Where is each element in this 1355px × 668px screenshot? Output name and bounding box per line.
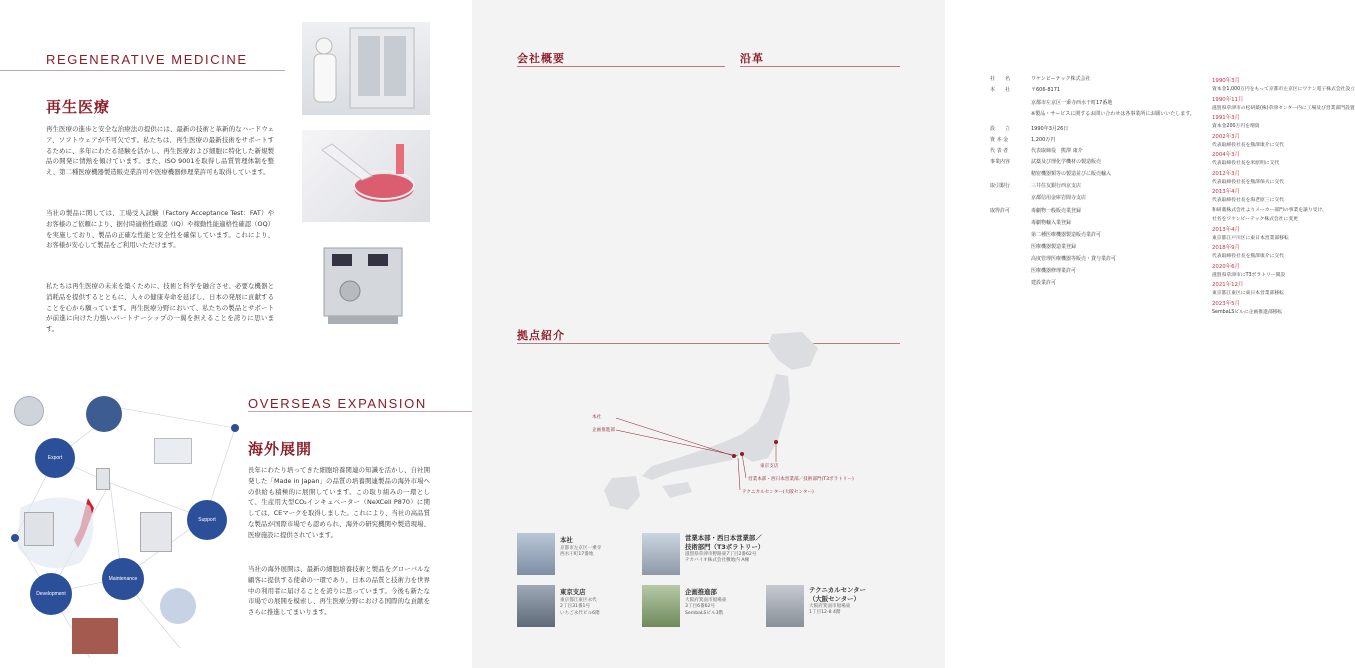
overseas-heading-en: OVERSEAS EXPANSION [248,396,427,411]
history-year: 2012年3月 [1212,170,1240,177]
node-support: Support [187,500,227,540]
company-row [990,100,1190,107]
history-rule [740,66,900,67]
office-addr-technical: 大阪府箕面市船場東 1丁目12-8 4階 [809,604,851,616]
regen-heading-en: REGENERATIVE MEDICINE [46,52,248,67]
company-row [990,256,1190,263]
company-row [990,280,1190,287]
company-rule [517,66,725,67]
office-photo-tokyo [517,585,555,627]
company-row-value: 代表取締役 熊澤 康介 [1031,148,1083,154]
company-row-key: 社 名 [990,76,1011,82]
history-text: 資本金1,000万円をもって京都市左京区にワケン電子株式会社設立 [1212,87,1355,92]
overseas-paragraph-1: 長年にわたり培ってきた細胞培養関連の知識を活かし、自社開発した「Made in Japan」の品質の培養関連製品の海外市場への供給も積極的に展開しています。この取り組みの一環として、生産用大型CO₂インキュベーター（NeXCell P870）に関しては、CEマークを取得しました。これにより、当社の高品質な製品が国際市場でも認められ、海外の研究機関や製造現場、医療施設に提供されています。 [248,466,430,539]
office-name-kikaku: 企画推進部 [685,588,717,596]
product-thumb-1 [14,396,44,426]
company-row [990,183,1190,190]
history-text: 社名をワケンビーテック株式会社に変更 [1212,217,1298,222]
history-year: 2020年6月 [1212,263,1240,270]
history-text: 代表取締役社長を米原明に交代 [1212,161,1280,166]
history-text: 代表取締役社長を熊澤保夫に交代 [1212,179,1284,185]
machine-photo [302,236,430,334]
company-row-value: 三井住友銀行西京支店 [1031,183,1082,189]
map-label-technical: テクニカルセンター(大阪センター) [742,490,814,495]
left-page [0,0,472,668]
history-year: 2013年4月 [1212,189,1240,195]
product-thumb-4 [24,512,54,546]
history-year: 2002年3月 [1212,133,1240,140]
office-addr-eigyo: 滋賀県草津市野路東7丁目2番62号 テカバイオ株式会社敷地内 A棟 [685,552,757,564]
company-row [990,159,1190,166]
company-row-value: ※製品・サービスに関するお問い合わせは各事業所にお願いいたします。 [1031,111,1195,117]
company-row [990,76,1190,83]
company-heading: 会社概要 [517,52,565,65]
company-row [990,244,1190,251]
cleanroom-photo [302,22,430,115]
company-row-key: 代 表 者 [990,148,1009,154]
office-addr-kikaku: 大阪府箕面市船場東 3丁目6番62号 SembaLSビル3階 [685,598,727,616]
regen-rule [0,70,285,71]
company-row-value: ワケンビーテック株式会社 [1031,76,1091,82]
office-photo-honsha [517,533,555,575]
overseas-heading-jp: 海外展開 [248,440,313,458]
company-row [990,220,1190,227]
petri-dish-photo [302,130,430,222]
company-row-value: 医療機器製造業登録 [1031,244,1077,250]
history-year: 1991年3月 [1212,115,1240,121]
history-text: 資本金200万円を増資 [1212,124,1260,129]
regen-paragraph-2: 当社の製品に関しては、工場受入試験（Factory Acceptance Test：FAT）やお客様のご依頼により、据付時適格性確認（IQ）や稼動性能適格性確認（OQ）を実施しており、製品の正確な性能と安全性を確保しています。これにより、お客様が安心して製品をご利用いただけます。 [46,209,274,250]
history-year: 2018年9月 [1212,245,1240,251]
regen-paragraph-3: 私たちは再生医療の未来を築くために、技術と科学を融合させ、必要な機器と消耗品を提供するとともに、人々の健康寿命を延ばし、日本の発展に貢献することを心から願っています。再生医療分野において、私たちの製品とサポートが前進に向けた力強いパートナーシップの一翼を担えることを誇りに思います。 [46,282,274,334]
company-row [990,126,1190,133]
company-row-value: 1,200万円 [1031,137,1056,143]
company-row-value: 第二種医療機器製造販売業許可 [1031,232,1102,238]
map-label-eigyo: 営業本部・西日本営業部／技術部門(T3ボラトリー) [748,477,854,482]
office-addr-tokyo: 東京都江東区永代 2丁目31番1号 いちご永代ビル6階 [560,598,600,616]
right-page [472,0,1355,668]
company-row [990,137,1190,144]
company-row-value: 精密機器類等の製造並びに販売輸入 [1031,171,1112,177]
company-row-key: 取得許可 [990,208,1011,214]
history-year: 2023年5月 [1212,300,1240,307]
company-row-value: 毒劇物輸入業登録 [1031,220,1072,226]
history-heading: 沿革 [740,52,764,65]
company-row [990,232,1190,239]
map-label-kikaku: 企画推進部 [592,428,615,433]
overseas-rule [248,411,472,412]
node-export: Export [35,438,75,478]
regen-paragraph-1: 再生医療の進歩と安全な治療法の提供には、最新の技術と革新的なハードウェア、ソフトウェアが不可欠です。私たちは、再生医療の最新技術をサポートするために、多年にわたる経験を活かし、再生医療および細胞に特化した新規製品の開発に情熱を傾けています。また、ISO 9001を取得し品質管理体制を整え、第二種医療機器製造販売業許可や医療機器修理業許可も取得しています。 [46,125,274,177]
company-row [990,87,1190,94]
node-maintenance: Maintenance [102,558,144,600]
company-row-value: 毒劇物一般販売業登録 [1031,208,1082,214]
history-text: 代表取締役社長を海老原三に交代 [1212,198,1284,203]
history-text: 代表取締役社長を熊澤康介に交代 [1212,254,1284,259]
office-name-technical: テクニカルセンター （大阪センター） [809,586,866,603]
map-label-tokyo: 東京支店 [760,464,779,469]
company-row [990,111,1195,118]
history-text: 東京都江東区に東日本営業部移転 [1212,291,1284,296]
japan-map [592,330,852,520]
company-row [990,208,1190,215]
company-row [990,171,1190,178]
history-text: 滋賀県草津市の松研薬(株)草津センター内に工場及び営業部門設置 [1212,105,1355,111]
node-development: Development [30,573,72,615]
office-photo-technical [766,585,804,627]
history-text: 滋賀県草津市にT3ボラトリー開設 [1212,272,1286,278]
company-row-value: 医療機器修理業許可 [1031,268,1077,274]
history-text: 東京都江戸川区に東日本営業部移転 [1212,235,1289,241]
history-year: 1990年3月 [1212,78,1240,84]
history-text: 代表取締役社長を熊澤康介に交代 [1212,142,1284,148]
company-row-value: 高度管理医療機器等販売・貸与業許可 [1031,256,1117,262]
company-row [990,148,1190,155]
regen-heading-jp: 再生医療 [46,98,111,116]
map-label-honsha: 本社 [592,415,602,420]
company-row-key: 資 本 金 [990,137,1009,143]
company-row-key: 設 立 [990,126,1011,132]
product-thumb-3 [96,468,110,490]
product-thumb-5 [140,512,172,552]
history-year: 2013年4月 [1212,226,1240,233]
history-text: SembaLSビルに企画推進部移転 [1212,309,1283,315]
global-network-diagram [0,388,240,668]
office-photo-eigyo [642,533,680,575]
company-row-value: 京都市左京区一乗寺西水干町17番地 [1031,100,1113,106]
history-year: 2021年12月 [1212,282,1244,288]
company-row-value: 〒606-8171 [1031,87,1061,93]
history-year: 2004年3月 [1212,152,1240,158]
company-row-key: 本 社 [990,87,1011,93]
history-year: 1990年11月 [1212,96,1244,103]
company-row-key: 事業内容 [990,159,1011,165]
office-name-eigyo: 営業本部・西日本営業部／ 技術部門（T3ボラトリー） [685,534,765,551]
locations-heading: 拠点紹介 [517,329,565,342]
office-addr-honsha: 京都市左京区一乗寺 西水干町17番地 [560,546,602,558]
company-row [990,195,1190,202]
product-thumb-6 [72,618,118,654]
staff-photo-1 [86,396,122,432]
company-row-value: 1990年3月26日 [1031,126,1069,132]
company-row-value: 建設業許可 [1031,280,1057,286]
overseas-paragraph-2: 当社の海外展開は、最新の細胞培養技術と製品をグローバルな顧客に提供する使命の一環であり、日本の品質と技術力を世界中の利用者に届けることを誇りに思っています。今後も新たな市場での展開を模索し、再生医療分野における国際的な貢献をさらに推進してまいります。 [248,565,430,617]
company-row [990,268,1190,275]
staff-photo-2 [160,588,196,624]
office-name-honsha: 本社 [560,536,573,544]
company-row-key: 取引銀行 [990,183,1011,189]
office-name-tokyo: 東京支店 [560,588,586,596]
company-row-value: 試薬及び理化学機材の製造販売 [1031,159,1102,165]
office-photo-kikaku [642,585,680,627]
product-thumb-2 [154,438,192,464]
history-text: 和研薬株式会社よりメーカー部門の事業を譲り受け、 [1212,207,1327,213]
company-row-value: 京都信用金庫岩間寺支店 [1031,195,1087,201]
